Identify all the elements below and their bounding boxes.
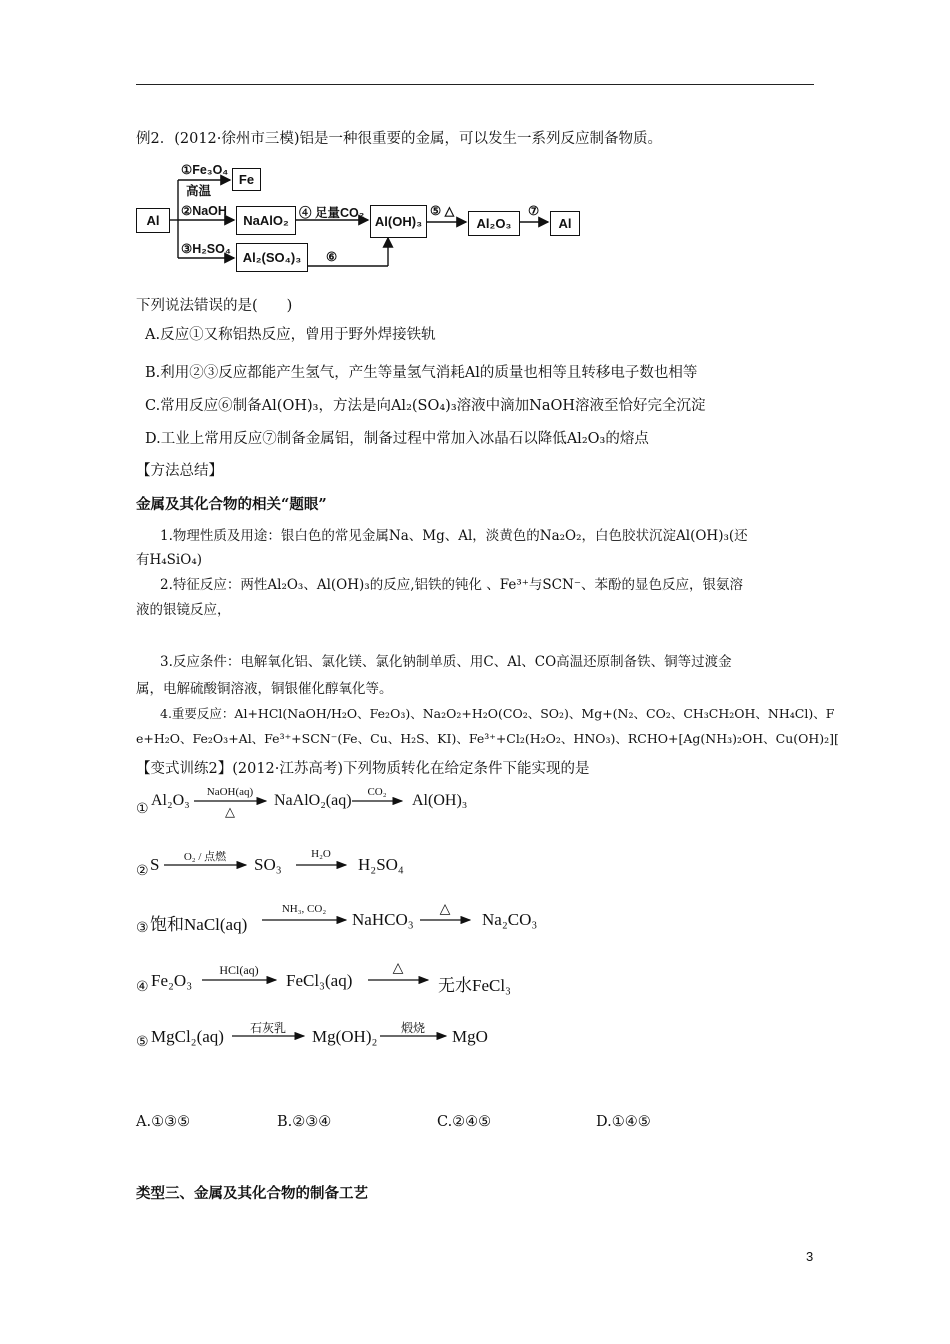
label-6: ⑥ bbox=[326, 250, 338, 264]
condition-below: △ bbox=[225, 804, 235, 819]
answer-b: B.②③④ bbox=[277, 1114, 332, 1130]
method-p3-line2: 属，电解硫酸铜溶液，铜银催化醇氧化等。 bbox=[136, 681, 393, 697]
item-number: ④ bbox=[136, 979, 149, 995]
species-2: NaAlO₂(aq) bbox=[274, 792, 352, 809]
species-3: H₂SO₄ bbox=[358, 855, 404, 874]
method-heading: 【方法总结】 bbox=[136, 463, 223, 479]
flow-arrows bbox=[0, 0, 950, 300]
species-2: SO₃ bbox=[254, 855, 282, 874]
condition-above: △ bbox=[392, 961, 404, 976]
item-number: ① bbox=[136, 801, 149, 817]
label-5: ⑤ △ bbox=[430, 204, 455, 218]
method-p4-line1: 4.重要反应：Al+HCl(NaOH/H₂O、Fe₂O₃)、Na₂O₂+H₂O(CO₂、SO₂)、Mg+(N₂、CO₂、CH₃CH₂OH、NH₄Cl)、F bbox=[160, 706, 835, 721]
option-a: A.反应①又称铝热反应，曾用于野外焊接铁轨 bbox=[145, 327, 436, 343]
label-2: ②NaOH bbox=[181, 204, 227, 218]
method-p2-line1: 2.特征反应：两性Al₂O₃、Al(OH)₃的反应,铝铁的钝化 、Fe³⁺与SCN⁻、苯酚的显色反应，银氨溶 bbox=[160, 577, 743, 593]
box-fe: Fe bbox=[232, 168, 261, 191]
box-aloh3: Al(OH)₃ bbox=[370, 205, 427, 238]
method-p1-line1: 1.物理性质及用途：银白色的常见金属Na、Mg、Al，淡黄色的Na₂O₂，白色胶状沉淀Al(OH)₃(还 bbox=[160, 528, 748, 544]
item-number: ⑤ bbox=[136, 1034, 149, 1050]
label-high-temp: 高温 bbox=[186, 184, 212, 198]
species-1: 饱和NaCl(aq) bbox=[150, 915, 248, 934]
option-d: D.工业上常用反应⑦制备金属铝，制备过程中常加入冰晶石以降低Al₂O₃的熔点 bbox=[145, 431, 649, 447]
answer-c: C.②④⑤ bbox=[437, 1114, 492, 1130]
example-title: 例2．(2012·徐州市三模)铝是一种很重要的金属，可以发生一系列反应制备物质。 bbox=[136, 131, 663, 147]
species-3: Al(OH)₃ bbox=[412, 792, 468, 809]
species-2: NaHCO₃ bbox=[352, 910, 414, 929]
box-al2so43: Al₂(SO₄)₃ bbox=[236, 243, 308, 272]
box-al-end: Al bbox=[550, 211, 580, 236]
condition-above: NaOH(aq) bbox=[206, 786, 254, 798]
condition-above: CO₂ bbox=[367, 786, 387, 798]
condition-above: 石灰乳 bbox=[249, 1021, 286, 1035]
condition-above: HCl(aq) bbox=[219, 963, 259, 977]
condition-above: NH₃, CO₂ bbox=[281, 903, 327, 915]
species-3: 无水FeCl₃ bbox=[438, 976, 511, 995]
condition-above: 煅烧 bbox=[400, 1021, 425, 1035]
species-1: S bbox=[150, 855, 160, 874]
species-1: MgCl₂(aq) bbox=[151, 1027, 224, 1046]
section-heading: 类型三、金属及其化合物的制备工艺 bbox=[136, 1185, 368, 1202]
label-4: ④ 足量CO₂ bbox=[299, 206, 365, 220]
option-b: B.利用②③反应都能产生氢气，产生等量氢气消耗Al的质量也相等且转移电子数也相等 bbox=[145, 365, 698, 381]
answer-d: D.①④⑤ bbox=[596, 1114, 651, 1130]
method-p2-line2: 液的银镜反应， bbox=[136, 602, 231, 618]
species-3: Na₂CO₃ bbox=[482, 910, 538, 929]
species-3: MgO bbox=[452, 1027, 488, 1046]
condition-above: O₂ / 点燃 bbox=[183, 851, 227, 863]
item-number: ② bbox=[136, 863, 149, 879]
practice-title: 【变式训练2】(2012·江苏高考)下列物质转化在给定条件下能实现的是 bbox=[136, 761, 590, 777]
page-number: 3 bbox=[806, 1249, 814, 1264]
condition-above: H₂O bbox=[311, 848, 331, 860]
option-c: C.常用反应⑥制备Al(OH)₃，方法是向Al₂(SO₄)₃溶液中滴加NaOH溶液至恰好完全沉淀 bbox=[145, 398, 706, 414]
method-p3-line1: 3.反应条件：电解氧化铝、氯化镁、氯化钠制单质、用C、Al、CO高温还原制备铁、铜等过渡金 bbox=[160, 654, 732, 670]
method-p4-line2: e+H₂O、Fe₂O₃+Al、Fe³⁺+SCN⁻(Fe、Cu、H₂S、KI)、Fe³⁺+Cl₂(H₂O₂、HNO₃)、RCHO+[Ag(NH₃)₂OH、Cu(OH)₂][ bbox=[136, 731, 839, 746]
species-1: Fe₂O₃ bbox=[151, 971, 193, 990]
method-subheading: 金属及其化合物的相关“题眼” bbox=[136, 496, 327, 513]
label-7: ⑦ bbox=[528, 204, 540, 218]
condition-above: △ bbox=[439, 902, 451, 917]
item-number: ③ bbox=[136, 920, 149, 936]
answer-a: A.①③⑤ bbox=[136, 1114, 191, 1130]
species-1: Al₂O₃ bbox=[151, 792, 190, 809]
question-stem: 下列说法错误的是( ) bbox=[136, 298, 293, 314]
label-3: ③H₂SO₄ bbox=[181, 242, 231, 256]
box-naalo2: NaAlO₂ bbox=[236, 206, 296, 235]
method-p1-line2: 有H₄SiO₄) bbox=[136, 552, 202, 568]
label-1: ①Fe₃O₄ bbox=[181, 163, 229, 177]
box-al: Al bbox=[136, 208, 170, 233]
box-al2o3: Al₂O₃ bbox=[468, 211, 520, 236]
species-2: Mg(OH)₂ bbox=[312, 1027, 378, 1046]
species-2: FeCl₃(aq) bbox=[286, 971, 353, 990]
